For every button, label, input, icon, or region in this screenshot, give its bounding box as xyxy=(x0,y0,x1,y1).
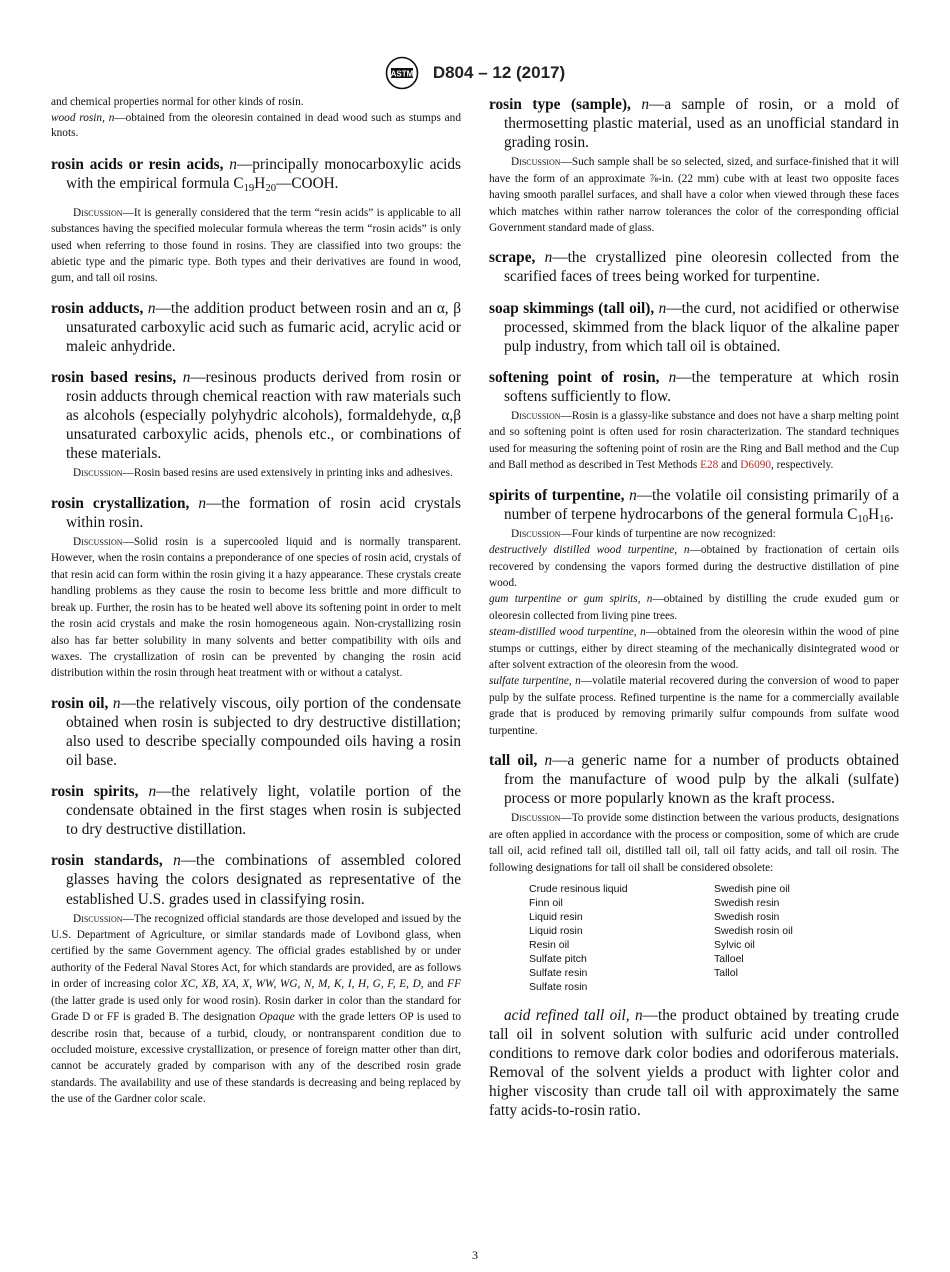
list-item: Tallol xyxy=(714,966,738,979)
discussion-spirits-of-turpentine: Discussion—Four kinds of turpentine are now recognized: destructively distilled wood turpentine, n—obtained by fractionation of certain oils recovered by condensing the vapors formed during the destructive distillation of pine wood. gum turpentine or gum spirits, n—obtained by distilling the crude exuded gum or oleoresin collected from living pine trees. steam-distilled wood turpentine, n—obtained from the oleoresin within the wood of pine stumps or cuttings, either by direct steaming of the mechanically disintegrated wood or after solvent extraction of the oleoresin from the wood. sulfate turpentine, n—volatile material recovered during the conversion of wood to paper pulp by the sulfate process. Refined turpentine is the name for a commercially available grade that is produced by removing primarily sulfur compounds from sulfate wood turpentine. xyxy=(489,526,899,739)
obsolete-list-column-1 xyxy=(529,882,714,994)
document-designation: D804 – 12 (2017) xyxy=(432,63,566,82)
turpentine-kind: gum turpentine or gum spirits, n—obtained by distilling the crude exuded gum or oleoresin collected from living pine trees. xyxy=(489,593,899,622)
discussion-softening-point: Discussion—Rosin is a glassy-like substance and does not have a sharp melting point and so softening point is often used for rosin characterization. The standard techniques used for measuring the softening point of rosin are the Ring and Ball method and the Cup and Ball method as described in Test Methods E28 and D6090, respectively. xyxy=(489,409,899,472)
discussion-rosin-based-resins: Discussion—Rosin based resins are used extensively in printing inks and adhesives. xyxy=(73,467,453,480)
definition-acid-refined-tall-oil: acid refined tall oil, n—the product obtained by treating crude tall oil in solvent solution with sulfuric acid under controlled conditions to remove dark color bodies and odoriferous materials. Removal of the solvent yields a product with lighter color and higher viscosity than crude tall oil with approximately the same fatty acids-to-rosin ratio. xyxy=(489,1006,899,1120)
turpentine-kind: steam-distilled wood turpentine, n—obtained from the oleoresin within the wood of pine stumps or cuttings, either by direct steaming of the mechanically disintegrated wood or after solvent extraction of the oleoresin from the wood. xyxy=(489,626,899,672)
definition-rosin-oil: rosin oil, n—the relatively viscous, oily portion of the condensate obtained when rosin is subjected to dry destructive distillation; also used to describe specially compounded oils having a rosin oil base. xyxy=(51,694,462,769)
obsolete-designations-list xyxy=(529,882,899,994)
definition-rosin-based-resins: rosin based resins, n—resinous products derived from rosin or rosin adducts through chemical reaction with raw materials such as alcohols (especially polyhydric alcohols), formaldehyde, α,β unsaturated carboxylic acids, phenols etc., or combinations of these materials. xyxy=(51,369,462,463)
list-item: Finn oil xyxy=(529,896,563,909)
definition-scrape: scrape, n—the crystallized pine oleoresin collected from the scarified faces of trees being worked for turpentine. xyxy=(489,249,899,286)
discussion-rosin-standards: Discussion—The recognized official standards are those developed and issued by the U.S. Department of Agriculture, or similar standards made of Lovibond glass, when certified by the same Government agency. The official grades established by or under authority of the Federal Naval Stores Act, for which standards are provided, are as follows in order of increasing color XC, XB, XA, X, WW, WG, N, M, K, I, H, G, F, E, D, and FF (the latter grade is used only for wood rosin). Rosin darker in color than the standard for Grade D or FF is graded B. The designation Opaque with the grade letters OP is used to describe rosin that, because of a turbid, cloudy, or nontransparent condition due to occluded moisture, excessive crystallization, or presence of foreign matter other than dirt, cannot be accurately graded by comparison with any of the described rosin grade standards. The availability and use of these standards is decreasing and being replaced by the use of the Gardner color scale. xyxy=(51,912,461,1106)
list-item: Crude resinous liquid xyxy=(529,882,628,895)
right-column xyxy=(489,95,899,1121)
list-item: Liquid resin xyxy=(529,910,583,923)
svg-text:ASTM: ASTM xyxy=(390,69,414,79)
discussion-tall-oil: Discussion—To provide some distinction between the various products, designations are often applied in accordance with the process or composition, some of which are crude tall oil, acid refined tall oil, distilled tall oil, tall oil fatty acids, and tall oil rosin. The following designations for tall oil shall be considered obsolete: xyxy=(489,812,899,874)
definition-rosin-crystallization: rosin crystallization, n—the formation of rosin acid crystals within rosin. xyxy=(51,494,462,531)
list-item: Sulfate pitch xyxy=(529,952,587,965)
discussion-rosin-crystallization: Discussion—Solid rosin is a supercooled liquid and is normally transparent. However, when the rosin contains a preponderance of one species of rosin acid, crystals of that resin acid can form within the rosin giving it a hazy appearance. These crystals create handling problems as they cause the rosin to become less brittle and more difficult to break up. Further, the rosin has to be heated well above its softening point in order to melt the rosin acid crystals and make the rosin homogeneous again. Non-crystallizing rosin also has far better solubility in many solvents and better compatibility with oils and waxes. The crystallization of rosin can be prevented by changing the rosin acid distribution within the rosin through heat treatment with or without a catalyst. xyxy=(51,536,461,680)
definition-rosin-spirits: rosin spirits, n—the relatively light, volatile portion of the condensate obtained in the first stages when rosin is subjected to dry destructive distillation. xyxy=(51,783,461,839)
list-item: Sulfate resin xyxy=(529,966,588,979)
link-e28[interactable]: E28 xyxy=(700,459,719,472)
page-number: 3 xyxy=(472,1248,478,1262)
list-item: Sulfate rosin xyxy=(529,980,588,993)
turpentine-kind: sulfate turpentine, n—volatile material recovered during the conversion of wood to paper pulp by the sulfate process. Refined turpentine is the name for a commercially available grade that is produced by removing primarily sulfur compounds from sulfate wood turpentine. xyxy=(489,675,899,737)
continued-text: and chemical properties normal for other kinds of rosin. wood rosin, n—obtained from the oleoresin contained in dead wood such as stumps and knots. xyxy=(51,96,461,139)
left-column xyxy=(51,95,461,1120)
list-item: Resin oil xyxy=(529,938,570,951)
list-item: Swedish pine oil xyxy=(714,882,790,895)
obsolete-list-column-2 xyxy=(714,882,899,994)
astm-logo-icon xyxy=(385,56,419,90)
definition-rosin-type: rosin type (sample), n—a sample of rosin, or a mold of thermosetting plastic material, used as an unofficial standard in grading rosin. xyxy=(489,96,899,152)
definition-rosin-standards: rosin standards, n—the combinations of assembled colored glasses having the colors designated as representative of the established U.S. grades used in classifying rosin. xyxy=(51,852,461,908)
list-item: Sylvic oil xyxy=(714,938,755,951)
list-item: Liquid rosin xyxy=(529,924,583,937)
definition-soap-skimmings: soap skimmings (tall oil), n—the curd, not acidified or otherwise processed, skimmed from the black liquor of the alkaline paper pulp industry, from which tall oil is obtained. xyxy=(489,299,899,355)
discussion-rosin-type: Discussion—Such sample shall be so selected, sized, and surface-finished that it will have the form of an approximate ⅞-in. (22 mm) cube with at least two opposite faces having smooth parallel surfaces, and shall have a color when viewed through these faces which matches within rather narrow tolerances the color of the corresponding official Government standard made of glass. xyxy=(489,156,899,234)
page-header xyxy=(0,56,950,86)
definition-spirits-of-turpentine: spirits of turpentine, n—the volatile oil consisting primarily of a number of terpene hydrocarbons of the general formula $C_{10}H_{16}$. xyxy=(489,486,899,525)
definition-rosin-adducts: rosin adducts, n—the addition product between rosin and an α, β unsaturated carboxylic acid such as fumaric acid, acrylic acid or maleic anhydride. xyxy=(51,299,461,355)
definition-tall-oil: tall oil, n—a generic name for a number of products obtained from the manufacture of wood pulp by the alkali (sulfate) process or more popularly known as the kraft process. xyxy=(489,752,900,808)
discussion-rosin-acids: Discussion—It is generally considered that the term “resin acids” is applicable to all substances having the specified molecular formula whereas the term “rosin acids” is only used when referring to those found in rosins. They are classified into two groups: the abietic type and the pimaric type. Both types and their derivatives are found in wood, gum, and tall oil rosins. xyxy=(51,206,461,285)
list-item: Swedish resin xyxy=(714,896,780,909)
link-d6090[interactable]: D6090 xyxy=(740,459,772,472)
list-item: Swedish rosin xyxy=(714,910,780,923)
definition-softening-point: softening point of rosin, n—the temperature at which rosin softens sufficiently to flow. xyxy=(489,368,899,405)
list-item: Swedish rosin oil xyxy=(714,924,793,937)
list-item: Talloel xyxy=(714,952,744,965)
definition-rosin-acids: rosin acids or resin acids, n—principally monocarboxylic acids with the empirical formula $C_{19}H_{20}—COOH$. xyxy=(51,155,461,194)
turpentine-kind: destructively distilled wood turpentine, n—obtained by fractionation of certain oils recovered by condensing the vapors formed during the destructive distillation of pine wood. xyxy=(489,544,899,589)
